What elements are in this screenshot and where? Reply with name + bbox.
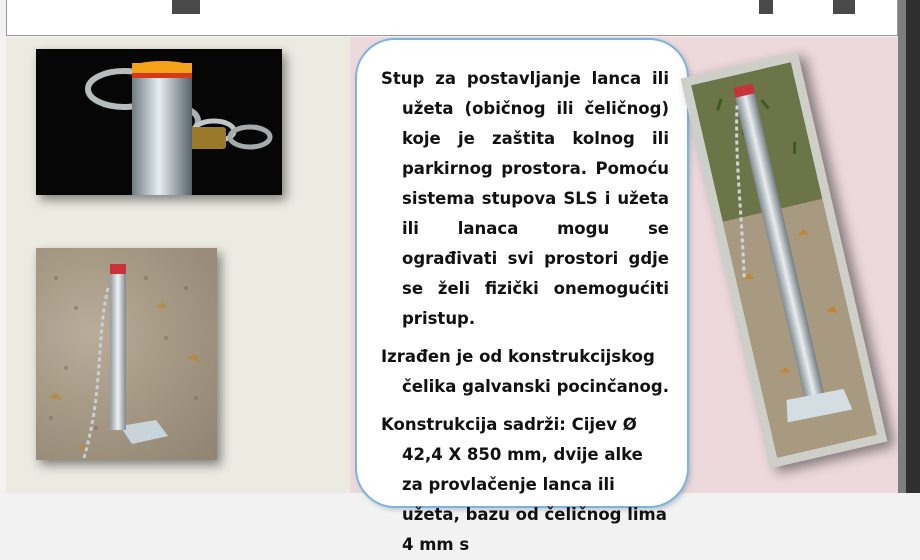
header-band bbox=[6, 0, 898, 36]
description-card bbox=[355, 38, 689, 554]
bollard-with-chain-photo bbox=[36, 49, 282, 195]
bollard-gravel-image bbox=[36, 248, 217, 460]
description-paragraph-2: Izrađen je od konstrukcijskog čelika galvanski pocinčanog. bbox=[381, 347, 669, 396]
bollard-on-gravel-photo bbox=[36, 248, 217, 460]
description-paragraph-1: Stup za postavljanje lanca ili užeta (običnog ili čeličnog) koje je zaštita kolnog ili parkirnog prostora. Pomoću sistema stupova SLS i užeta ili lanaca mogu se ograđivati svi prostori gdje se želi fizički onemogućiti pristup. bbox=[381, 69, 669, 328]
bollard-chain-image bbox=[36, 49, 282, 195]
page-edge-dark bbox=[906, 0, 920, 493]
page-edge-strip bbox=[898, 0, 906, 493]
description-paragraph-3: Konstrukcija sadrži: Cijev Ø 42,4 X 850 mm, dvije alke za provlačenje lanca ili užeta, bazu od čeličnog lima 4 mm s bbox=[381, 415, 667, 554]
header-mark-right-1 bbox=[759, 0, 773, 14]
header-mark-left bbox=[172, 0, 200, 14]
header-mark-right-2 bbox=[833, 0, 855, 14]
